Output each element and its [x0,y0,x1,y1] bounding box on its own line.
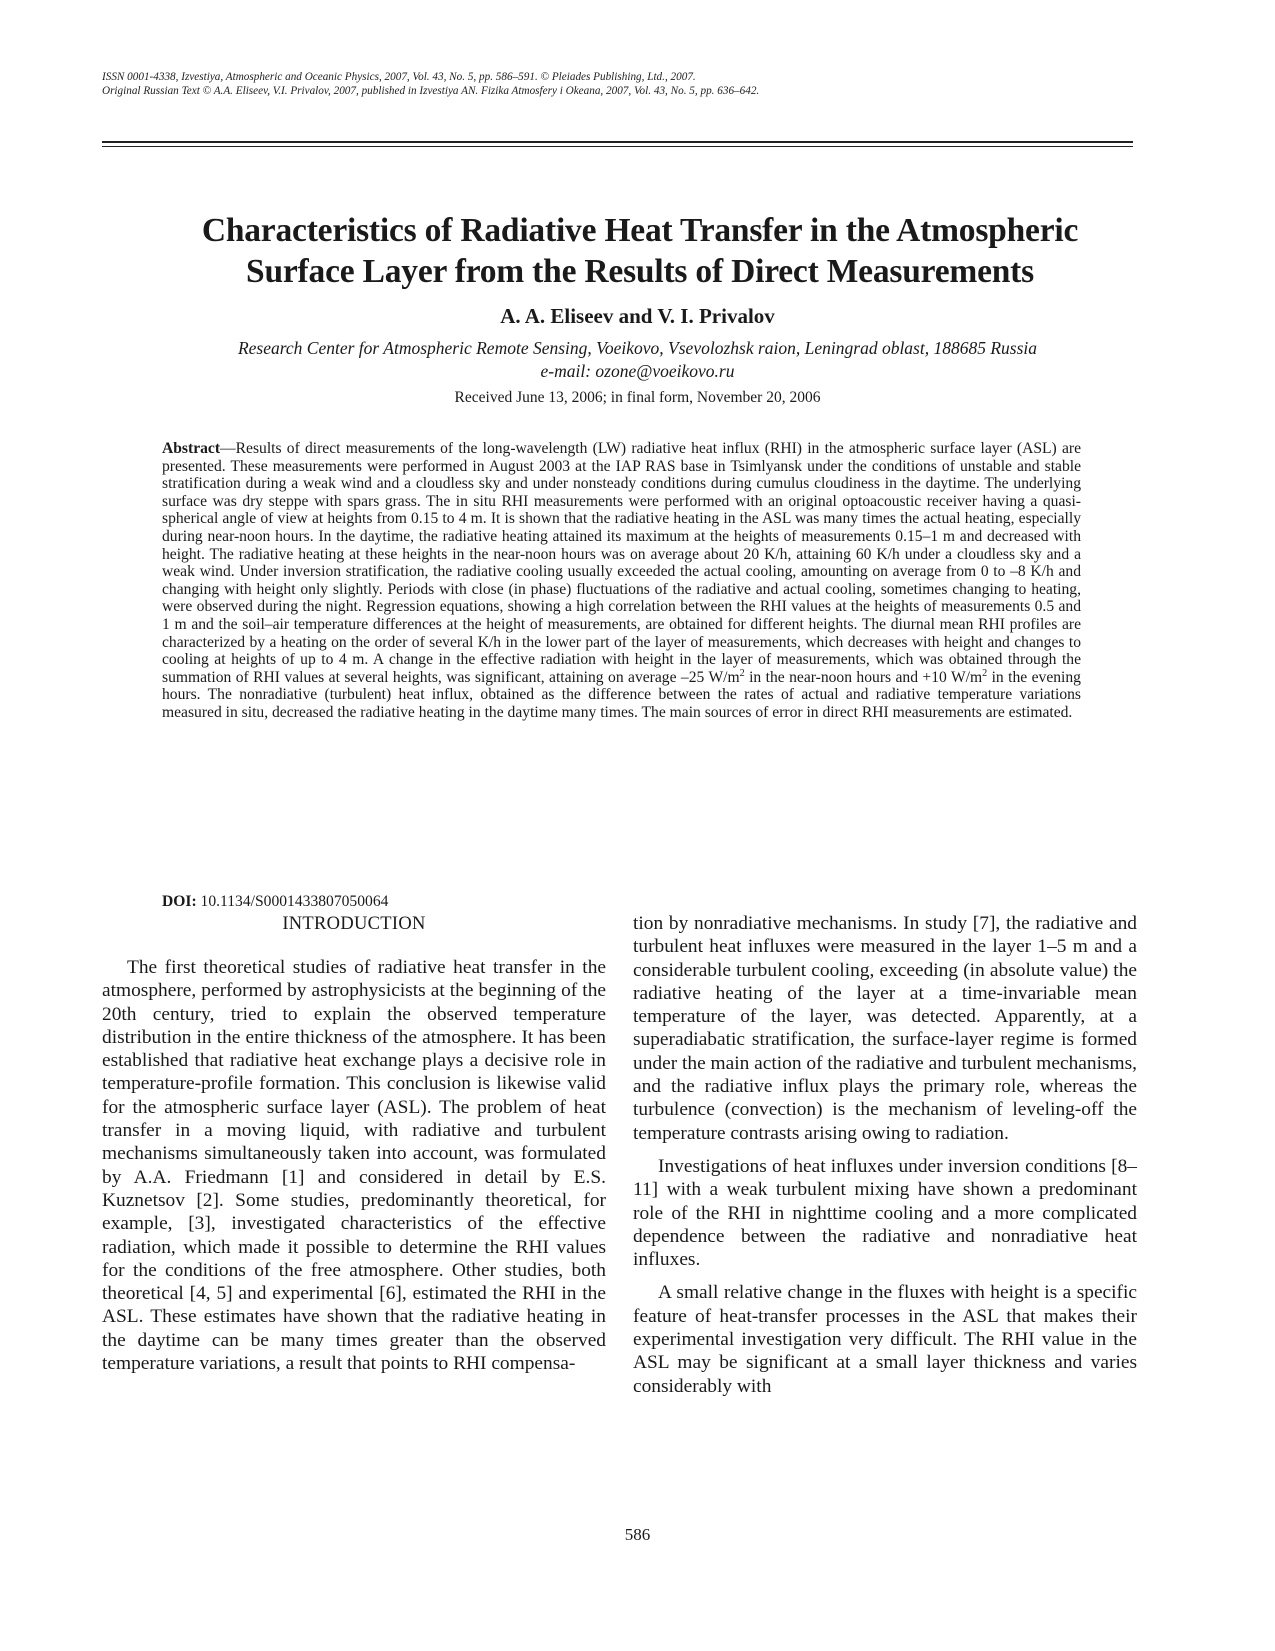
abstract-label: Abstract [162,440,221,457]
abstract-sup-1: 2 [739,667,745,679]
abstract [162,440,1081,722]
author-list: A. A. Eliseev and V. I. Privalov [500,304,775,328]
intro-paragraph-2: tion by nonradiative mechanisms. In study [7], the radiative and turbulent heat influxes were measured in the layer 1–5 m and a considerable turbulent cooling, exceeding (in absolute value) the radiative heating of the layer at a time-invariable mean temperature of the layer, was detected. Apparently, at a superadiabatic stratification, the surface-layer regime is formed under the main action of the radiative and turbulent mechanisms, and the radiative influx plays the primary role, whereas the turbulence (convection) is the mechanism of leveling-off the temperature contrasts arising owing to radiation. [633,913,1137,1144]
abstract-text-c: in the evening hours. The nonradiative (turbulent) heat influx, obtained as the difference between the rates of actual and radiative temperature variations measured in situ, decreased the radiative heating in the daytime many times. The main sources of error in direct RHI measurements are estimated. [162,668,1081,721]
header-rule-2 [102,146,1133,147]
received-dates: Received June 13, 2006; in final form, November 20, 2006 [454,389,821,406]
abstract-text-a: —Results of direct measurements of the long-wavelength (LW) radiative heat influx (RHI) in the atmospheric surface layer (ASL) are presented. These measurements were performed in August 2003 at the IAP RAS base in Tsimlyansk under the conditions of unstable and stable stratification during a weak wind and a cloudless sky and under nonsteady conditions during cumulus cloudiness in the daytime. The underlying surface was dry steppe with spars grass. The in situ RHI measurements were performed with an original optoacoustic receiver having a quasi-spherical angle of view at heights from 0.15 to 4 m. It is shown that the radiative heating in the ASL was many times the actual heating, especially during near-noon hours. In the daytime, the radiative heating attained its maximum at the heights of measurements 0.15–1 m and decreased with height. The radiative heating at these heights in the near-noon hours was on average about 20 K/h, attaining 60 K/h under a cloudless sky and a weak wind. Under inversion stratification, the radiative cooling usually exceeded the actual cooling, amounting on average from 0 to –8 K/h and changing with height only slightly. Periods with close (in phase) fluctuations of the radiative and actual cooling, sometimes changing to heating, were observed during the night. Regression equations, showing a high correlation between the RHI values at the heights of measurements 0.5 and 1 m and the soil–air temperature differences at the height of measurements, are obtained for different heights. The diurnal mean RHI profiles are characterized by a heating on the order of several K/h in the lower part of the layer of measurements, which decreases with height and changes to cooling at heights of up to 4 m. A change in the effective radiation with height in the layer of measurements, which was obtained through the summation of RHI values at several heights, was significant, attaining on average –25 W/m [162,440,1081,686]
journal-citation-line: ISSN 0001-4338, Izvestiya, Atmospheric and Oceanic Physics, 2007, Vol. 43, No. 5, pp. 586–591. © Pleiades Publishing, Ltd., 2007. [102,71,696,83]
intro-paragraph-3: Investigations of heat influxes under inversion conditions [8–11] with a weak turbulent mixing have shown a predominant role of the RHI in nighttime cooling and a more complicated dependence between the radiative and nonradiative heat influxes. [633,1155,1137,1271]
left-column [102,912,606,1385]
abstract-sup-2: 2 [982,667,988,679]
abstract-text-b: in the near-noon hours and +10 W/m [744,668,983,686]
right-column [633,912,1137,1408]
affiliation-email: e-mail: ozone@voeikovo.ru [540,361,735,381]
doi-label: DOI: [162,893,197,910]
intro-paragraph-1: The first theoretical studies of radiative heat transfer in the atmosphere, performed by astrophysicists at the beginning of the 20th century, tried to explain the observed temperature distribution in the entire thickness of the atmosphere. It has been established that radiative heat exchange plays a decisive role in temperature-profile formation. This conclusion is likewise valid for the atmospheric surface layer (ASL). The problem of heat transfer in a moving liquid, with radiative and turbulent mechanisms simultaneously taken into account, was formulated by A.A. Friedmann [1] and considered in detail by E.S. Kuznetsov [2]. Some studies, predominantly theoretical, for example, [3], investigated characteristics of the effective radiation, which made it possible to determine the RHI values for the conditions of the free atmosphere. Other studies, both theoretical [4, 5] and experimental [6], estimated the RHI in the ASL. These estimates have shown that the radiative heating in the daytime can be many times greater than the observed temperature variations, a result that points to RHI compensa- [102,957,606,1375]
paper-title [90,210,1190,292]
affiliation [0,337,1275,383]
original-text-line: Original Russian Text © A.A. Eliseev, V.I. Privalov, 2007, published in Izvestiya AN. Fizika Atmosfery i Okeana, 2007, Vol. 43, No. 5, pp. 636–642. [102,85,760,97]
header-rule-1 [102,141,1133,143]
title-line-2: Surface Layer from the Results of Direct Measurements [246,253,1034,290]
journal-header [102,70,1172,98]
page-number: 586 [624,1525,651,1544]
affiliation-address: Research Center for Atmospheric Remote Sensing, Voeikovo, Vsevolozhsk raion, Leningrad oblast, 188685 Russia [237,338,1038,358]
section-heading-introduction: INTRODUCTION [282,914,426,934]
doi-value[interactable]: 10.1134/S0001433807050064 [196,893,389,910]
doi [162,893,388,911]
title-line-1: Characteristics of Radiative Heat Transfer in the Atmospheric [201,212,1079,249]
intro-paragraph-4: A small relative change in the fluxes with height is a specific feature of heat-transfer processes in the ASL that makes their experimental investigation very difficult. The RHI value in the ASL may be significant at a small layer thickness and varies considerably with [633,1282,1137,1397]
